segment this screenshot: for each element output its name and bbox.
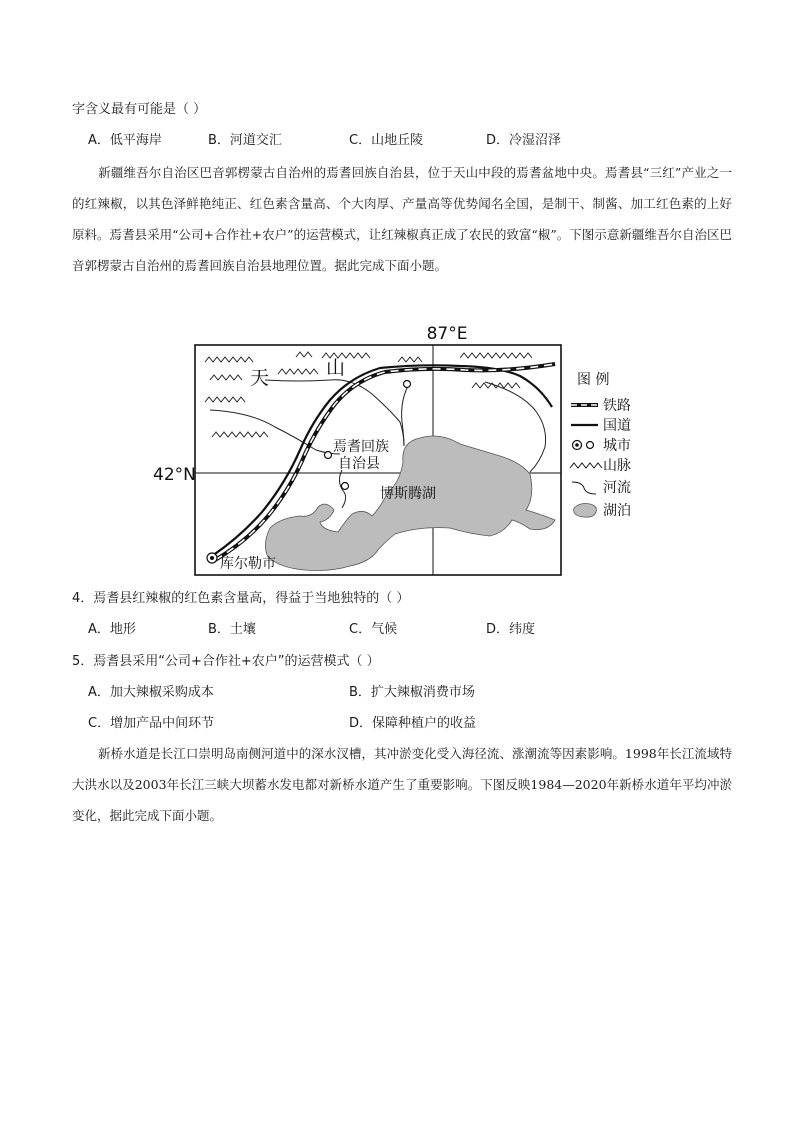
legend-river-icon: [572, 482, 596, 494]
legend-road-label: 国道: [603, 418, 631, 434]
q5-option-a[interactable]: A．加大辣椒采购成本: [88, 685, 214, 700]
legend-title: 图 例: [577, 372, 610, 388]
question-5-stem: 5．焉耆县采用“公司+合作社+农户”的运营模式（ ）: [72, 654, 380, 669]
reading-passage-yanqi: [72, 157, 732, 281]
q4-option-d[interactable]: D．纬度: [486, 622, 536, 637]
yanqi-town-icon: [325, 452, 332, 459]
korla-city-label: 库尔勒市: [220, 556, 276, 572]
town-south-icon: [342, 483, 349, 490]
map-legend: [570, 372, 631, 519]
tianshan-label-tian: 天: [250, 367, 270, 389]
reading-passage-xinqiao: [72, 738, 732, 831]
question-stem-continuation: 字含义最有可能是（ ）: [72, 102, 207, 117]
q3-option-c[interactable]: C．山地丘陵: [349, 133, 424, 148]
question-4-stem: 4．焉耆县红辣椒的红色素含量高，得益于当地独特的（ ）: [72, 591, 410, 606]
latitude-label: 42°N: [153, 465, 196, 485]
q4-option-a[interactable]: A．地形: [88, 622, 136, 637]
q5-option-d[interactable]: D．保障种植户的收益: [349, 716, 477, 731]
q3-option-d[interactable]: D．冷湿沼泽: [486, 133, 562, 148]
tianshan-label-shan: 山: [326, 357, 346, 379]
legend-river-label: 河流: [603, 480, 631, 496]
town-north-icon: [404, 381, 411, 388]
passage-text: 新桥水道是长江口崇明岛南侧河道中的深水汊槽，其冲淤变化受入海径流、涨潮流等因素影响。1998年长江流域特大洪水以及2003年长江三峡大坝蓄水发电都对新桥水道产生了重要影响。下图反映1984—2020年新桥水道年平均冲淤变化，据此完成下面小题。: [72, 746, 732, 823]
q4-option-b[interactable]: B．土壤: [208, 622, 256, 637]
q3-option-a[interactable]: A．低平海岸: [88, 133, 162, 148]
county-label-line1: 焉耆回族: [333, 439, 389, 455]
legend-lake-label: 湖泊: [603, 503, 631, 519]
q4-option-c[interactable]: C．气候: [349, 622, 398, 637]
q5-option-c[interactable]: C．增加产品中间环节: [88, 716, 215, 731]
q3-option-b[interactable]: B．河道交汇: [208, 133, 282, 148]
legend-mountain-label: 山脉: [603, 458, 631, 474]
legend-lake-icon: [574, 504, 597, 518]
legend-railway-label: 铁路: [603, 398, 631, 414]
passage-text: 新疆维吾尔自治区巴音郭楞蒙古自治州的焉耆回族自治县，位于天山中段的焉耆盆地中央。焉耆县“三红”产业之一的红辣椒，以其色泽鲜艳纯正、红色素含量高、个大肉厚、产量高等优势闻名全国，是制干、制酱、加工红色素的上好原料。焉耆县采用“公司+合作社+农户”的运营模式，让红辣椒真正成了农民的致富“椒”。下图示意新疆维吾尔自治区巴音郭楞蒙古自治州的焉耆回族自治县地理位置。据此完成下面小题。: [72, 165, 732, 273]
location-map: [0, 322, 794, 582]
legend-mountain-icon: [570, 463, 602, 468]
q5-option-b[interactable]: B．扩大辣椒消费市场: [349, 685, 475, 700]
lake-label: 博斯腾湖: [380, 486, 436, 502]
legend-city-label: 城市: [603, 438, 631, 454]
county-label-line2: 自治县: [338, 456, 380, 472]
longitude-label: 87°E: [426, 324, 468, 344]
